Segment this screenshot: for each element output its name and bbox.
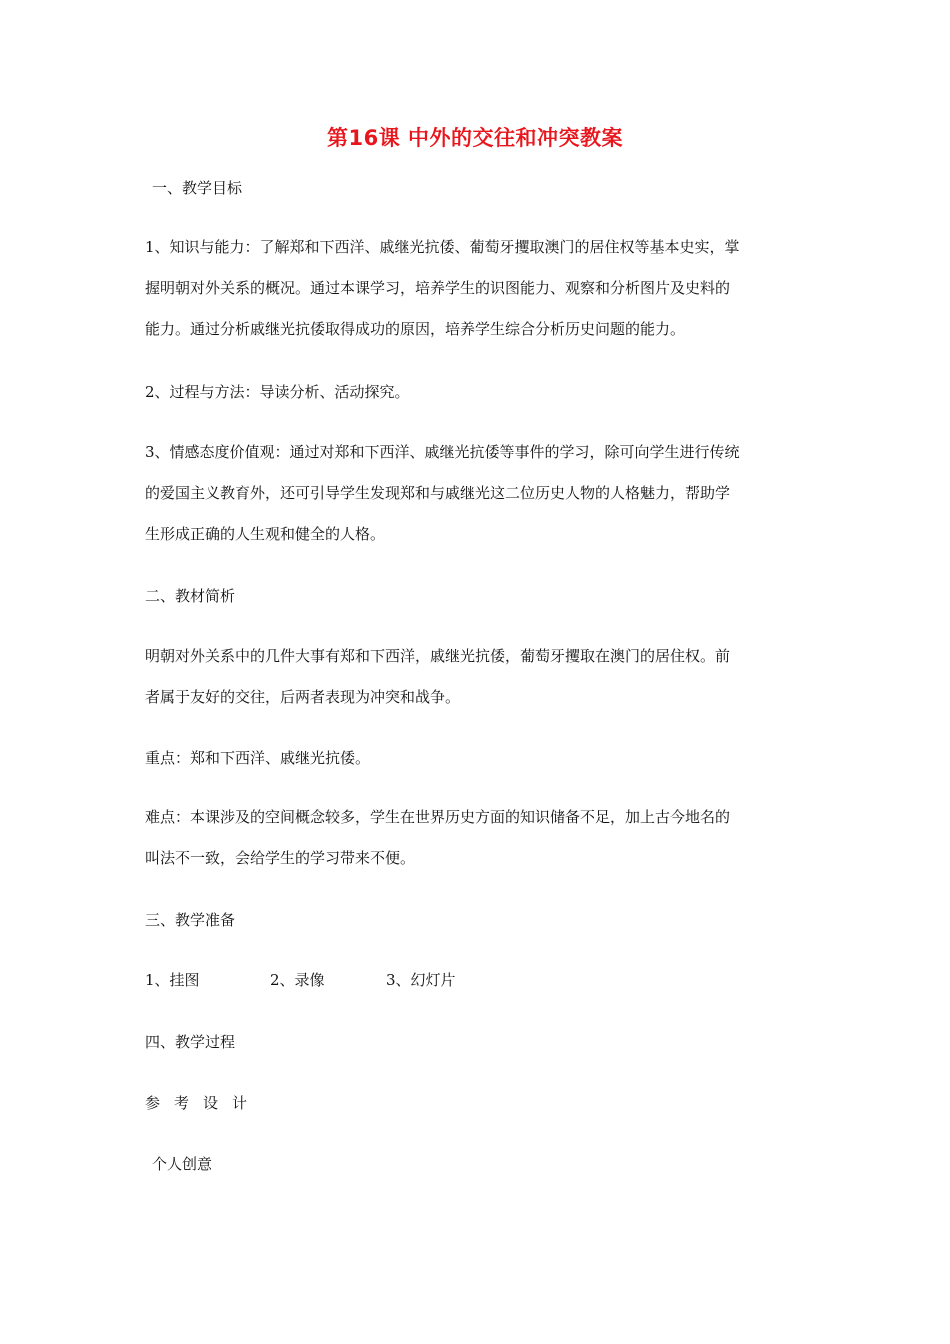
document-title: 第16课 中外的交往和冲突教案	[326, 126, 624, 150]
section2-intro-paragraph	[145, 636, 810, 718]
goal3-line: 3、情感态度价值观：通过对郑和下西洋、戚继光抗倭等事件的学习，除可向学生进行传统	[145, 443, 740, 461]
intro-line: 者属于友好的交往，后两者表现为冲突和战争。	[145, 688, 461, 706]
reference-design-label: 参考设计	[145, 1094, 262, 1112]
goal3-paragraph	[145, 432, 810, 555]
section3-heading: 三、教学准备	[145, 911, 236, 929]
section1-heading: 一、教学目标	[152, 179, 243, 197]
goal2-paragraph: 2、过程与方法：导读分析、活动探究。	[145, 383, 410, 401]
goal3-line: 生形成正确的人生观和健全的人格。	[145, 525, 386, 543]
personal-idea-label: 个人创意	[152, 1155, 213, 1173]
difficulty-paragraph	[145, 797, 810, 879]
prep-item-wallchart: 1、挂图	[145, 971, 200, 989]
prep-item-slides: 3、幻灯片	[386, 971, 456, 989]
goal1-line: 握明朝对外关系的概况。通过本课学习，培养学生的识图能力、观察和分析图片及史料的	[145, 279, 731, 297]
goal1-paragraph	[145, 227, 810, 350]
goal1-line: 能力。通过分析戚继光抗倭取得成功的原因，培养学生综合分析历史问题的能力。	[145, 320, 686, 338]
difficulty-line: 叫法不一致，会给学生的学习带来不便。	[145, 849, 416, 867]
goal3-line: 的爱国主义教育外，还可引导学生发现郑和与戚继光这二位历史人物的人格魅力，帮助学	[145, 484, 731, 502]
section2-heading: 二、教材简析	[145, 587, 236, 605]
key-point-paragraph: 重点：郑和下西洋、戚继光抗倭。	[145, 749, 371, 767]
section4-heading: 四、教学过程	[145, 1033, 236, 1051]
intro-line: 明朝对外关系中的几件大事有郑和下西洋，戚继光抗倭，葡萄牙攫取在澳门的居住权。前	[145, 647, 731, 665]
difficulty-line: 难点：本课涉及的空间概念较多，学生在世界历史方面的知识储备不足，加上古今地名的	[145, 808, 731, 826]
goal1-line: 1、知识与能力：了解郑和下西洋、戚继光抗倭、葡萄牙攫取澳门的居住权等基本史实，掌	[145, 238, 740, 256]
prep-item-video: 2、录像	[270, 971, 325, 989]
